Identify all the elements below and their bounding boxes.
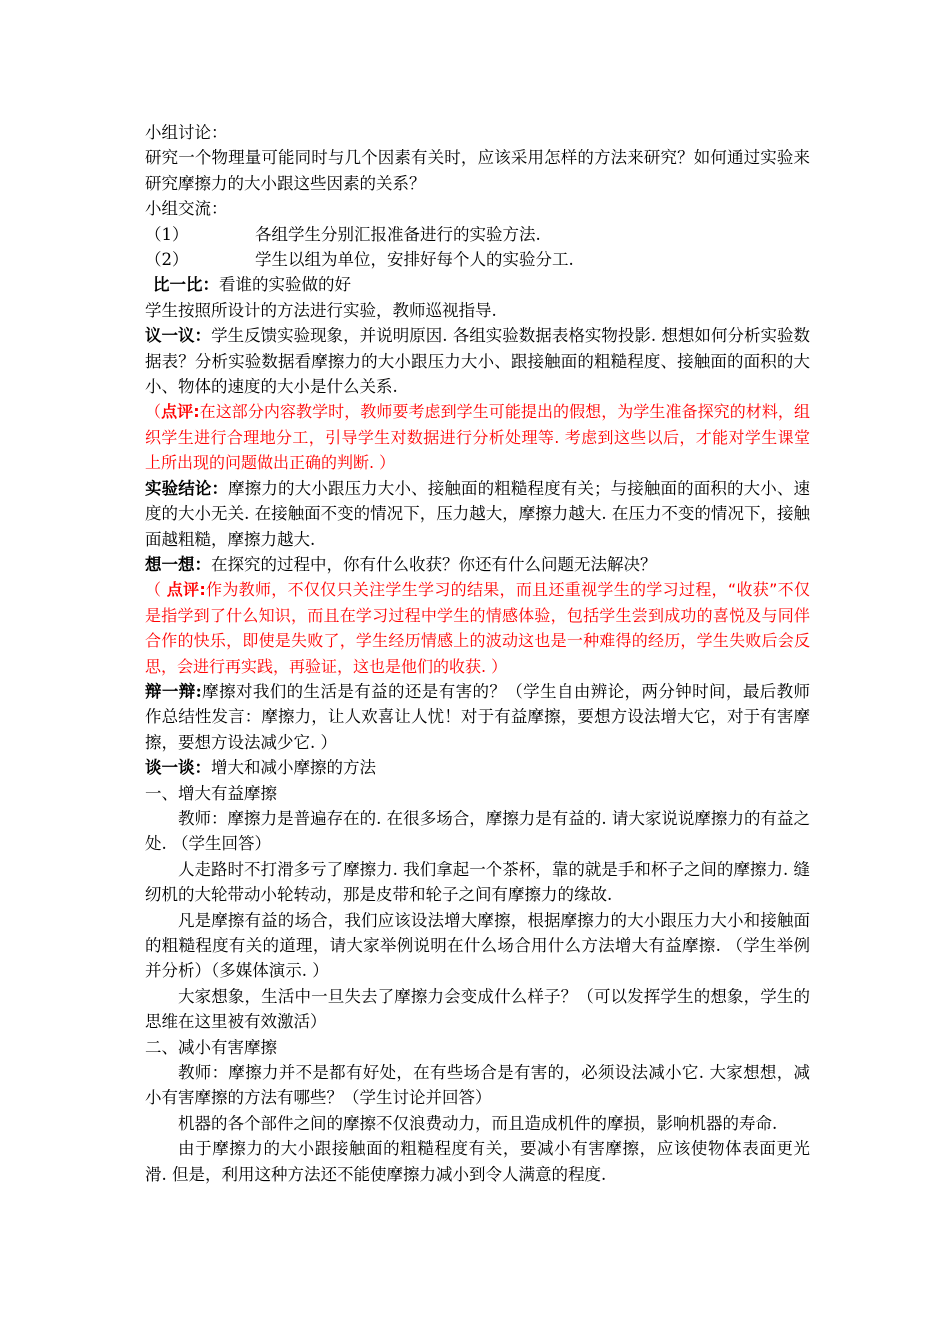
students-do-paragraph: 学生按照所设计的方法进行实验，教师巡视指导. [145, 300, 497, 320]
compare-paragraph [145, 272, 810, 297]
discuss-text: 学生反馈实验现象，并说明原因. 各组实验数据表格实物投影. 想想如何分析实验数据表？分析实验数据看摩擦力的大小跟压力大小、跟接触面的粗糙程度、接触面的面积的大小、物体的速度的大小是什么关系. [145, 326, 811, 397]
document-page [145, 120, 810, 1187]
debate-text: 摩擦对我们的生活是有益的还是有害的？（学生自由辨论，两分钟时间，最后教师作总结性发言：摩擦力，让人欢喜让人忧！对于有益摩擦，要想方设法增大它，对于有害摩擦，要想方设法减少它. ） [145, 681, 811, 752]
section1-paragraph-2: 人走路时不打滑多亏了摩擦力. 我们拿起一个茶杯，靠的就是手和杯子之间的摩擦力. 缝纫机的大轮带动小轮转动，那是皮带和轮子之间有摩擦力的缘故. [145, 859, 810, 905]
item-number: （1） [145, 224, 189, 244]
section2-paragraph-3: 由于摩擦力的大小跟接触面的粗糙程度有关，要减小有害摩擦，应该使物体表面更光滑. 但是，利用这种方法还不能使摩擦力减小到令人满意的程度. [145, 1139, 810, 1184]
item-text: 学生以组为单位，安排好每个人的实验分工. [255, 250, 574, 270]
section2-paragraph-2: 机器的各个部件之间的摩擦不仅浪费动力，而且造成机件的摩损，影响机器的寿命. [178, 1113, 778, 1133]
talk-text: 增大和减小摩擦的方法 [211, 758, 376, 778]
conclusion-paragraph [145, 476, 810, 552]
think-paragraph [145, 552, 810, 577]
comment-text: 在这部分内容教学时，教师要考虑到学生可能提出的假想，为学生准备探究的材料，组织学生进行合理地分工，引导学生对数据进行分析处理等. 考虑到这些以后，才能对学生课堂上所出现的问题做出正确的判断. ） [145, 402, 810, 473]
debate-label: 辩一辩: [145, 681, 202, 701]
section2-paragraph-1: 教师：摩擦力并不是都有好处，在有些场合是有害的，必须设法减小它. 大家想想，减小有害摩擦的方法有哪些？（学生讨论并回答） [145, 1063, 810, 1108]
comment-paragraph-1 [145, 399, 810, 475]
section1-paragraph-3: 凡是摩擦有益的场合，我们应该设法增大摩擦，根据摩擦力的大小跟压力大小和接触面的粗糙程度有关的道理，请大家举例说明在什么场合用什么方法增大有益摩擦. （学生举例并分析）（多媒体演示. ） [145, 910, 810, 981]
talk-paragraph [145, 755, 810, 780]
think-label: 想一想： [145, 554, 211, 574]
list-item [145, 222, 810, 247]
think-text: 在探究的过程中，你有什么收获？你还有什么问题无法解决？ [211, 554, 657, 574]
conclusion-text: 摩擦力的大小跟压力大小、接触面的粗糙程度有关；与接触面的面积的大小、速度的大小无关. 在接触面不变的情况下，压力越大，摩擦力越大. 在压力不变的情况下，接触面越粗糙，摩擦力越大. [145, 478, 811, 549]
conclusion-label: 实验结论： [145, 478, 229, 498]
section-heading-1: 一、增大有益摩擦 [145, 783, 277, 803]
talk-label: 谈一谈： [145, 758, 211, 778]
item-text: 各组学生分别汇报准备进行的实验方法. [255, 224, 541, 244]
group-discussion-title: 小组讨论： [145, 123, 228, 142]
comment-open: （ [145, 402, 162, 422]
group-discussion-question: 研究一个物理量可能同时与几个因素有关时，应该采用怎样的方法来研究？如何通过实验来研究摩擦力的大小跟这些因素的关系？ [145, 148, 810, 193]
comment-open: （ [145, 580, 167, 600]
discuss-paragraph [145, 323, 810, 399]
compare-text: 看谁的实验做的好 [219, 275, 351, 295]
section-heading-2: 二、减小有害摩擦 [145, 1037, 277, 1057]
group-exchange-title: 小组交流： [145, 199, 228, 219]
item-number: （2） [145, 250, 189, 270]
comment-label: 点评: [161, 402, 200, 422]
debate-paragraph [145, 679, 810, 755]
comment-text: 作为教师，不仅仅只关注学生学习的结果，而且还重视学生的学习过程，“收获”不仅是指学到了什么知识，而且在学习过程中学生的情感体验，包括学生尝到成功的喜悦及与同伴合作的快乐，即使是失败了，学生经历情感上的波动这也是一种难得的经历，学生失败后会反思，会进行再实践，再验证，这也是他们的收获. ） [145, 580, 810, 676]
discuss-label: 议一议： [145, 326, 212, 346]
section1-paragraph-1: 教师：摩擦力是普遍存在的. 在很多场合，摩擦力是有益的. 请大家说说摩擦力的有益之处. （学生回答） [145, 808, 810, 854]
comment-paragraph-2 [145, 577, 810, 679]
compare-label: 比一比： [153, 275, 219, 295]
section1-paragraph-4: 大家想象，生活中一旦失去了摩擦力会变成什么样子？（可以发挥学生的想象，学生的思维在这里被有效激活） [145, 986, 810, 1032]
comment-label: 点评: [166, 580, 206, 600]
list-item [145, 247, 810, 272]
